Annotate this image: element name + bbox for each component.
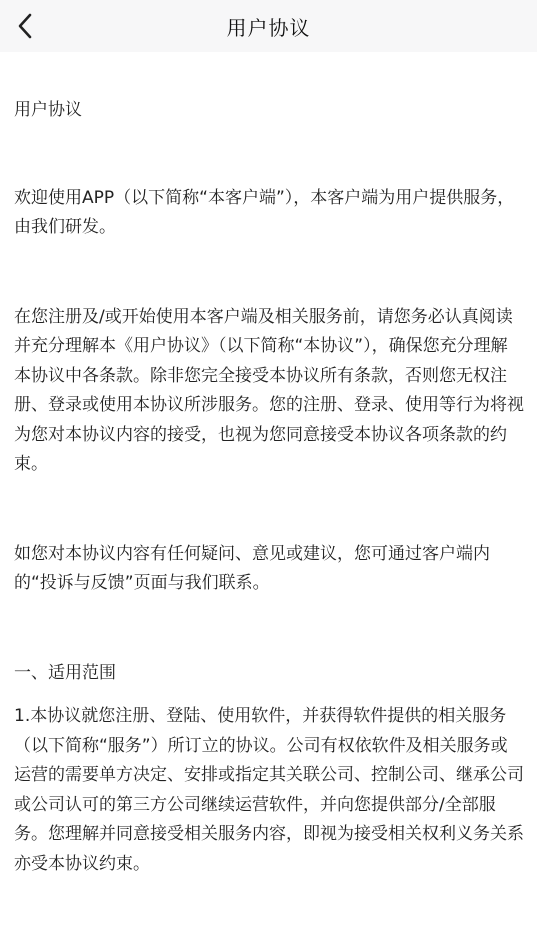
section-heading: 一、适用范围	[14, 662, 116, 683]
agreement-content	[14, 52, 524, 879]
chevron-left-icon	[15, 12, 37, 40]
contact-paragraph: 如您对本协议内容有任何疑问、意见或建议，您可通过客户端内的“投诉与反馈”页面与我们联系。	[14, 543, 490, 593]
back-button[interactable]	[8, 8, 44, 44]
intro-paragraph: 欢迎使用APP（以下简称“本客户端”），本客户端为用户提供服务，由我们研发。	[14, 187, 515, 237]
read-notice-paragraph: 在您注册及/或开始使用本客户端及相关服务前，请您务必认真阅读并充分理解本《用户协议》（以下简称“本协议”），确保您充分理解本协议中各条款。除非您完全接受本协议所有条款，否则您无权注册、登录或使用本协议所涉服务。您的注册、登录、使用等行为将视为您对本协议内容的接受，也视为您同意接受本协议各项条款的约束。	[14, 306, 524, 474]
clause-paragraph: 1.本协议就您注册、登陆、使用软件，并获得软件提供的相关服务（以下简称“服务”）所订立的协议。公司有权依软件及相关服务或运营的需要单方决定、安排或指定其关联公司、控制公司、继承公司或公司认可的第三方公司继续运营软件，并向您提供部分/全部服务。您理解并同意接受相关服务内容，即视为接受相关权利义务关系亦受本协议约束。	[14, 706, 524, 874]
navigation-bar	[0, 0, 537, 52]
page-title: 用户协议	[226, 15, 311, 40]
document-title: 用户协议	[14, 100, 82, 120]
